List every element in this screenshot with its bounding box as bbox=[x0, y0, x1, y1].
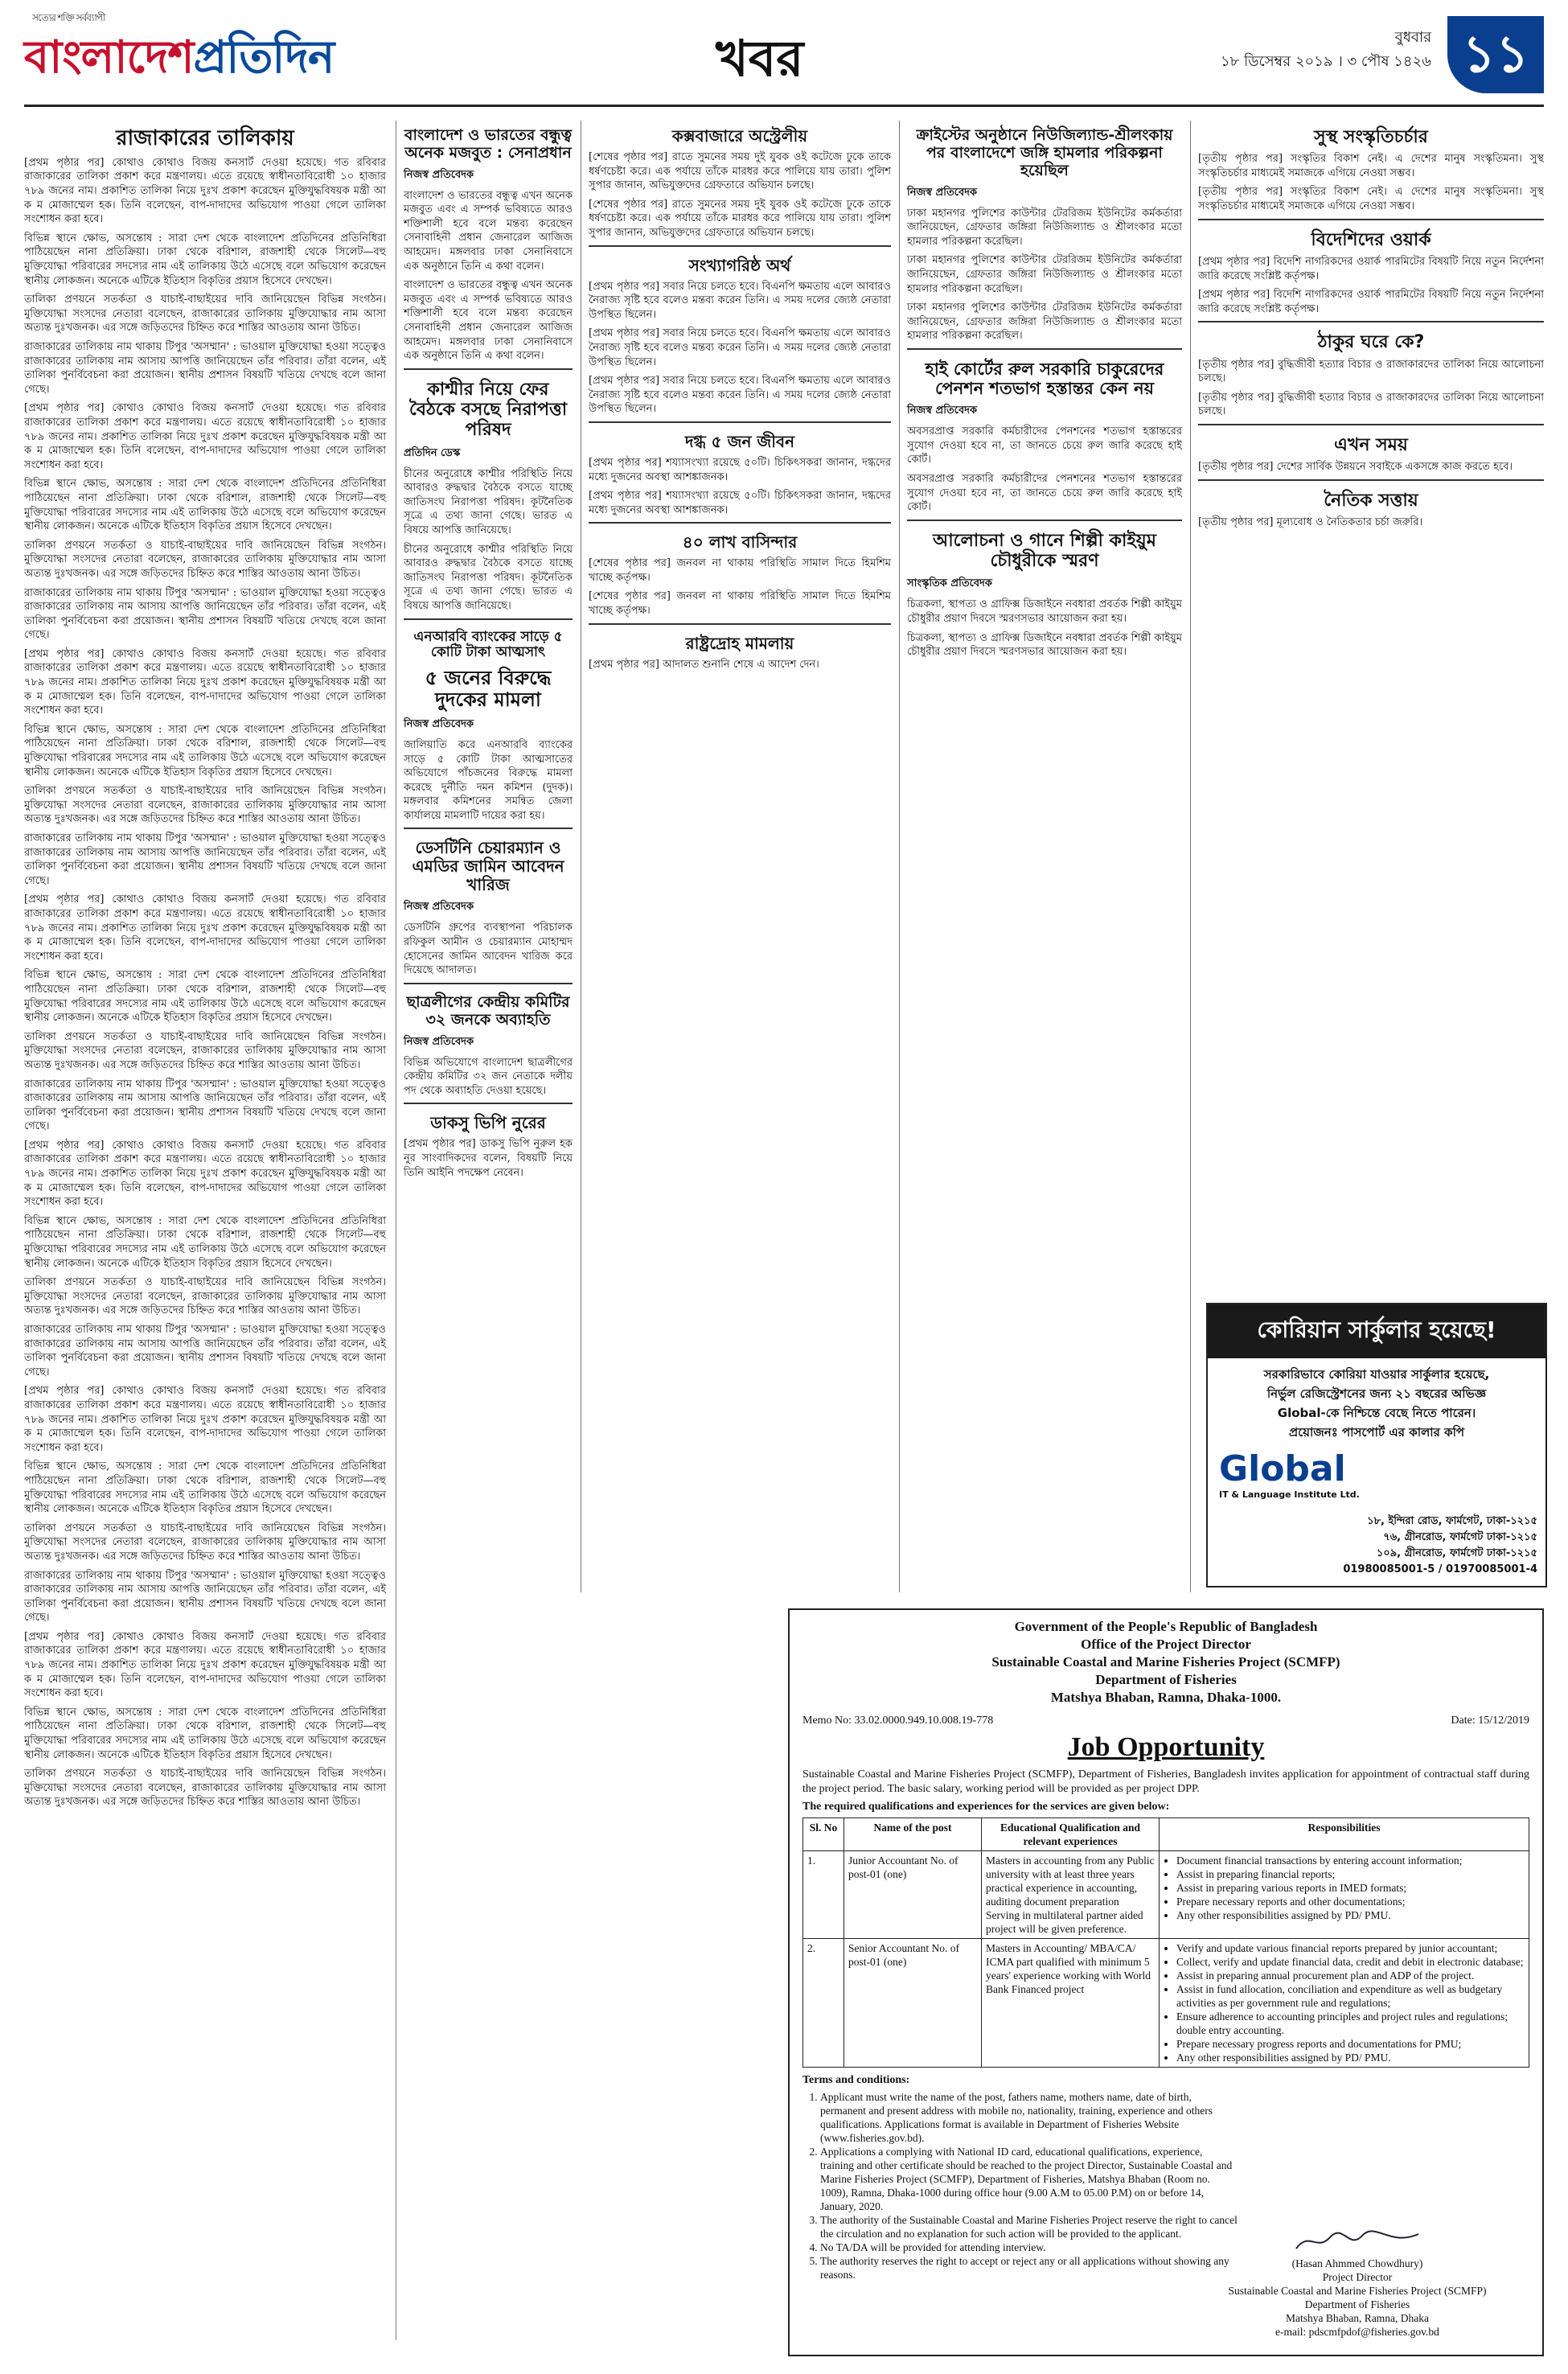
article-text: [তৃতীয় পৃষ্ঠার পর] মূল্যবোধ ও নৈতিকতার চর্চা জরুরি। bbox=[1198, 516, 1423, 529]
cell-qualification: Masters in accounting from any Public university with at least three years practical experience in accounting, auditing document preparation Serving in multilateral partner aided project will be given preference. bbox=[982, 1851, 1160, 1939]
terms-title: Terms and conditions: bbox=[802, 2074, 910, 2086]
responsibility-item: • Assist in preparing annual procurement plan and ADP of the project. bbox=[1176, 1969, 1525, 1982]
article-text: [প্রথম পৃষ্ঠার পর] শয্যাসংখ্যা রয়েছে ৫০টি। চিকিৎসকরা জানান, দগ্ধদের মধ্যে দুজনের অবস্থা আশঙ্কাজনক। bbox=[589, 456, 891, 483]
article-text: [প্রথম পৃষ্ঠার পর] সবার নিয়ে চলতে হবে। বিএনপি ক্ষমতায় এলে আবারও নৈরাজ্য সৃষ্টি হবে বলেও মন্তব্য করেন তিনি। এ সময় দলের জ্যেষ্ঠ নেতারা উপস্থিত ছিলেন। bbox=[589, 280, 891, 321]
headline: দগ্ধ ৫ জন জীবন bbox=[684, 431, 795, 451]
table-header: Educational Qualification and relevant experiences bbox=[982, 1818, 1160, 1851]
byline: নিজস্ব প্রতিবেদক bbox=[404, 1035, 474, 1048]
notice-gov: Government of the People's Republic of Bangladesh bbox=[1014, 1619, 1318, 1634]
responsibility-item: • Ensure adherence to accounting principles and project rules and regulations; double entry accounting. bbox=[1176, 2010, 1525, 2037]
signatory-project: Sustainable Coastal and Marine Fisheries Project (SCMFP) bbox=[1228, 2285, 1487, 2297]
notice-dept: Department of Fisheries bbox=[1095, 1672, 1237, 1687]
article-text: বিভিন্ন স্থানে ক্ষোভ, অসন্তোষ : সারা দেশ থেকে বাংলাদেশ প্রতিদিনের প্রতিনিধিরা পাঠিয়েছেন নানা প্রতিক্রিয়া। ঢাকা থেকে বরিশাল, রাজশাহী থেকে সিলেট—বহু মুক্তিযোদ্ধা পরিবারের সদস্যের নাম এই তালিকায় উঠে এসেছে বলে অভিযোগ করেছেন স্থানীয় লোকজন। অনেকে এটিকে ইতিহাস বিকৃতির প্রয়াস হিসেবে দেখছেন। bbox=[24, 723, 386, 778]
signatory-name: (Hasan Ahmmed Chowdhury) bbox=[1291, 2257, 1423, 2269]
byline: নিজস্ব প্রতিবেদক bbox=[404, 901, 474, 914]
ad-brand-sub: IT & Language Institute Ltd. bbox=[1219, 1489, 1360, 1500]
responsibility-item: • Prepare necessary reports and other documentations; bbox=[1176, 1895, 1525, 1908]
article-text: ঢাকা মহানগর পুলিশের কাউন্টার টেররিজম ইউনিটের কর্মকর্তারা জানিয়েছেন, গ্রেফতার জঙ্গিরা নিউজিল্যান্ড ও শ্রীলংকার মতো হামলার পরিকল্পনা করেছিল। bbox=[907, 207, 1182, 248]
notice-office: Office of the Project Director bbox=[1081, 1637, 1251, 1652]
signature-scribble bbox=[1205, 2228, 1510, 2257]
signature-icon bbox=[1293, 2228, 1422, 2255]
article-text: তালিকা প্রণয়নে সতর্কতা ও যাচাই-বাছাইয়ের দাবি জানিয়েছেন বিভিন্ন সংগঠন। মুক্তিযোদ্ধা সংসদের নেতারা বলেছেন, রাজাকারের তালিকায় মুক্তিযোদ্ধার নাম আসা অত্যন্ত দুঃখজনক। এর সঙ্গে জড়িতদের চিহ্নিত করে শাস্তির আওতায় আনা উচিত। bbox=[24, 539, 386, 580]
notice-address: Matshya Bhaban, Ramna, Dhaka-1000. bbox=[1050, 1690, 1282, 1705]
cell-responsibilities bbox=[1160, 1851, 1529, 1939]
job-intro: Sustainable Coastal and Marine Fisheries Project (SCMFP), Department of Fisheries, Bangladesh invites application for appointment of contractual staff during the project period. The basic salary, working period will be provided as per project DPP. bbox=[802, 1768, 1529, 1795]
article-text: [তৃতীয় পৃষ্ঠার পর] বুদ্ধিজীবী হত্যার বিচার ও রাজাকারদের তালিকা নিয়ে আলোচনা চলছে। bbox=[1198, 358, 1544, 385]
column-3 bbox=[589, 121, 891, 676]
logo-tagline: সত্যের শক্তি সর্বব্যাপী bbox=[32, 12, 105, 23]
headline: এখন সময় bbox=[1334, 435, 1408, 456]
signatory-address: Matshya Bhaban, Ramna, Dhaka bbox=[1285, 2312, 1430, 2324]
terms-list bbox=[802, 2090, 1238, 2282]
responsibility-item: • Any other responsibilities assigned by PD/ PMU. bbox=[1176, 2051, 1525, 2064]
table-header: Sl. No bbox=[803, 1818, 844, 1851]
headline: ডাকসু ভিপি নুরের bbox=[430, 1113, 546, 1133]
article-text: [প্রথম পৃষ্ঠার পর] বিদেশি নাগরিকদের ওয়ার্ক পারমিটের বিষয়টি নিয়ে নতুন নির্দেশনা জারি করেছে সংশ্লিষ্ট কর্তৃপক্ষ। bbox=[1198, 255, 1544, 282]
article-text: রাজাকারের তালিকায় নাম থাকায় টিপুর 'অসম্মান' : ভাওয়াল মুক্তিযোদ্ধা হওয়া সত্ত্বেও রাজাকারের তালিকায় নাম আসায় আপত্তি জানিয়েছেন তাঁর পরিবার। তাঁরা বলেন, এই তালিকা পুনর্বিবেচনা করা প্রয়োজন। স্থানীয় প্রশাসন বিষয়টি খতিয়ে দেখছে বলে জানা গেছে। bbox=[24, 832, 386, 887]
responsibility-item: • Collect, verify and update financial data, credit and debit in electronic database; bbox=[1176, 1955, 1525, 1969]
signatory-email: e-mail: pdscmfpdof@fisheries.gov.bd bbox=[1275, 2326, 1439, 2338]
masthead bbox=[24, 12, 1544, 107]
page-number: ১১ bbox=[1447, 16, 1544, 93]
table-row bbox=[803, 1939, 1529, 2068]
responsibility-item: • Assist in preparing various reports in IMED formats; bbox=[1176, 1881, 1525, 1895]
byline: নিজস্ব প্রতিবেদক bbox=[404, 168, 474, 181]
ad-address-line: ১৮, ইন্দিরা রোড, ফার্মগেট, ঢাকা-১২১৫ bbox=[1367, 1515, 1537, 1527]
headline: নৈতিক সত্তায় bbox=[1324, 490, 1418, 511]
ad-line: Global-কে নিশ্চিন্তে বেছে নিতে পারেন। bbox=[1277, 1406, 1476, 1420]
article-text: [তৃতীয় পৃষ্ঠার পর] সংস্কৃতির বিকাশ নেই। এ দেশের মানুষ সংস্কৃতিমনা। সুস্থ সংস্কৃতিচর্চার মাধ্যমেই সমাজকে এগিয়ে নেওয়া সম্ভব। bbox=[1198, 153, 1544, 179]
article-text: [প্রথম পৃষ্ঠার পর] ডাকসু ভিপি নুরুল হক নুর সাংবাদিকদের বলেন, বিষয়টি নিয়ে তিনি আইনি পদক্ষেপ নেবেন। bbox=[404, 1138, 573, 1179]
headline: সুস্থ সংস্কৃতিচর্চার bbox=[1314, 127, 1428, 147]
responsibility-item: • Verify and update various financial reports prepared by junior accountant; bbox=[1176, 1941, 1525, 1955]
article-text: [তৃতীয় পৃষ্ঠার পর] বুদ্ধিজীবী হত্যার বিচার ও রাজাকারদের তালিকা নিয়ে আলোচনা চলছে। bbox=[1198, 391, 1544, 418]
ad-brand-logo: Global bbox=[1219, 1448, 1346, 1489]
byline: প্রতিদিন ডেস্ক bbox=[404, 446, 461, 459]
article-text: রাজাকারের তালিকায় নাম থাকায় টিপুর 'অসম্মান' : ভাওয়াল মুক্তিযোদ্ধা হওয়া সত্ত্বেও রাজাকারের তালিকায় নাম আসায় আপত্তি জানিয়েছেন তাঁর পরিবার। তাঁরা বলেন, এই তালিকা পুনর্বিবেচনা করা প্রয়োজন। স্থানীয় প্রশাসন বিষয়টি খতিয়ে দেখছে বলে জানা গেছে। bbox=[24, 1078, 386, 1133]
column-divider bbox=[1190, 121, 1191, 1592]
column-5 bbox=[1198, 121, 1544, 535]
term-item: 5. The authority reserves the right to accept or reject any or all applications without showing any reasons. bbox=[820, 2254, 1238, 2282]
newspaper-logo bbox=[24, 12, 335, 98]
article-text: [প্রথম পৃষ্ঠার পর] কোথাও কোথাও বিজয় কনসার্ট দেওয়া হয়েছে। গত রবিবার রাজাকারের তালিকা প্রকাশ করে মন্ত্রণালয়। এতে রয়েছে স্বাধীনতাবিরোধী ১০ হাজার ৭৮৯ জনের নাম। প্রকাশিত তালিকা নিয়ে দুঃখ প্রকাশ করেছেন মুক্তিযুদ্ধবিষয়ক মন্ত্রী আ ক ম মোজাম্মেল হক। তিনি বলেছেন, বাপ-দাদাদের অভিযোগ পাওয়া গেলে তালিকা সংশোধন করা হবে। bbox=[24, 893, 386, 963]
headline: রাষ্ট্রদ্রোহ মামলায় bbox=[685, 633, 794, 653]
table-header: Responsibilities bbox=[1160, 1818, 1529, 1851]
article-text: [তৃতীয় পৃষ্ঠার পর] দেশের সার্বিক উন্নয়নে সবাইকে একসঙ্গে কাজ করতে হবে। bbox=[1198, 461, 1513, 474]
article-text: [তৃতীয় পৃষ্ঠার পর] সংস্কৃতির বিকাশ নেই। এ দেশের মানুষ সংস্কৃতিমনা। সুস্থ সংস্কৃতিচর্চার মাধ্যমেই সমাজকে এগিয়ে নেওয়া সম্ভব। bbox=[1198, 186, 1544, 213]
article-text: [প্রথম পৃষ্ঠার পর] কোথাও কোথাও বিজয় কনসার্ট দেওয়া হয়েছে। গত রবিবার রাজাকারের তালিকা প্রকাশ করে মন্ত্রণালয়। এতে রয়েছে স্বাধীনতাবিরোধী ১০ হাজার ৭৮৯ জনের নাম। প্রকাশিত তালিকা নিয়ে দুঃখ প্রকাশ করেছেন মুক্তিযুদ্ধবিষয়ক মন্ত্রী আ ক ম মোজাম্মেল হক। তিনি বলেছেন, বাপ-দাদাদের অভিযোগ পাওয়া গেলে তালিকা সংশোধন করা হবে। bbox=[24, 647, 386, 717]
signatory-title: Project Director bbox=[1322, 2271, 1393, 2283]
article-text: তালিকা প্রণয়নে সতর্কতা ও যাচাই-বাছাইয়ের দাবি জানিয়েছেন বিভিন্ন সংগঠন। মুক্তিযোদ্ধা সংসদের নেতারা বলেছেন, রাজাকারের তালিকায় মুক্তিযোদ্ধার নাম আসা অত্যন্ত দুঃখজনক। এর সঙ্গে জড়িতদের চিহ্নিত করে শাস্তির আওতায় আনা উচিত। bbox=[24, 1030, 386, 1071]
column-divider bbox=[899, 121, 900, 1592]
article-text: তালিকা প্রণয়নে সতর্কতা ও যাচাই-বাছাইয়ের দাবি জানিয়েছেন বিভিন্ন সংগঠন। মুক্তিযোদ্ধা সংসদের নেতারা বলেছেন, রাজাকারের তালিকায় মুক্তিযোদ্ধার নাম আসা অত্যন্ত দুঃখজনক। এর সঙ্গে জড়িতদের চিহ্নিত করে শাস্তির আওতায় আনা উচিত। bbox=[24, 785, 386, 826]
headline: আলোচনা ও গানে শিল্পী কাইয়ুম চৌধুরীকে স্মরণ bbox=[933, 530, 1156, 572]
ad-address-line: ১০৯, গ্রীনরোড, ফার্মগেট ঢাকা-১২১৫ bbox=[1376, 1547, 1537, 1559]
article-text: তালিকা প্রণয়নে সতর্কতা ও যাচাই-বাছাইয়ের দাবি জানিয়েছেন বিভিন্ন সংগঠন। মুক্তিযোদ্ধা সংসদের নেতারা বলেছেন, রাজাকারের তালিকায় মুক্তিযোদ্ধার নাম আসা অত্যন্ত দুঃখজনক। এর সঙ্গে জড়িতদের চিহ্নিত করে শাস্তির আওতায় আনা উচিত। bbox=[24, 294, 386, 335]
headline: কক্সবাজারে অস্ট্রেলীয় bbox=[671, 126, 808, 146]
article-text: বিভিন্ন স্থানে ক্ষোভ, অসন্তোষ : সারা দেশ থেকে বাংলাদেশ প্রতিদিনের প্রতিনিধিরা পাঠিয়েছেন নানা প্রতিক্রিয়া। ঢাকা থেকে বরিশাল, রাজশাহী থেকে সিলেট—বহু মুক্তিযোদ্ধা পরিবারের সদস্যের নাম এই তালিকায় উঠে এসেছে বলে অভিযোগ করেছেন স্থানীয় লোকজন। অনেকে এটিকে ইতিহাস বিকৃতির প্রয়াস হিসেবে দেখছেন। bbox=[24, 232, 386, 287]
article-text: [প্রথম পৃষ্ঠার পর] কোথাও কোথাও বিজয় কনসার্ট দেওয়া হয়েছে। গত রবিবার রাজাকারের তালিকা প্রকাশ করে মন্ত্রণালয়। এতে রয়েছে স্বাধীনতাবিরোধী ১০ হাজার ৭৮৯ জনের নাম। প্রকাশিত তালিকা নিয়ে দুঃখ প্রকাশ করেছেন মুক্তিযুদ্ধবিষয়ক মন্ত্রী আ ক ম মোজাম্মেল হক। তিনি বলেছেন, বাপ-দাদাদের অভিযোগ পাওয়া গেলে তালিকা সংশোধন করা হবে। bbox=[24, 1139, 386, 1209]
responsibility-item: • Document financial transactions by entering account information; bbox=[1176, 1854, 1525, 1867]
article-rajakar bbox=[24, 121, 386, 1814]
article-text: ঢাকা মহানগর পুলিশের কাউন্টার টেররিজম ইউনিটের কর্মকর্তারা জানিয়েছেন, গ্রেফতার জঙ্গিরা নিউজিল্যান্ড ও শ্রীলংকার মতো হামলার পরিকল্পনা করেছিল। bbox=[907, 254, 1182, 295]
term-item: 2. Applications a complying with National ID card, educational qualifications, experience, training and other certificate should be reached to the project Director, Sustainable Coastal and Marine Fisheries Project (SCMFP), Department of Fisheries, Matshya Bhaban (Room no. 1009), Ramna, Dhaka-1000 during office hour (9.00 A.M to 05.00 P.M) on or before 14, January, 2020. bbox=[820, 2145, 1238, 2213]
byline: নিজস্ব প্রতিবেদক bbox=[907, 405, 978, 417]
responsibility-item: • Prepare necessary progress reports and documentations for PMU; bbox=[1176, 2037, 1525, 2051]
byline: নিজস্ব প্রতিবেদক bbox=[404, 717, 474, 730]
memo-date: Date: 15/12/2019 bbox=[1451, 1715, 1529, 1727]
ad-line: নির্ভুল রেজিস্ট্রেশনের জন্য ২১ বছরের অভিজ্ঞ bbox=[1266, 1386, 1487, 1401]
article-text: [প্রথম পৃষ্ঠার পর] সবার নিয়ে চলতে হবে। বিএনপি ক্ষমতায় এলে আবারও নৈরাজ্য সৃষ্টি হবে বলেও মন্তব্য করেন তিনি। এ সময় দলের জ্যেষ্ঠ নেতারা উপস্থিত ছিলেন। bbox=[589, 375, 891, 416]
headline: ৪০ লাখ বাসিন্দার bbox=[682, 532, 798, 552]
job-table bbox=[802, 1817, 1529, 2068]
article-text: বাংলাদেশ ও ভারতের বন্ধুত্ব এখন অনেক মজবুত এবং এ সম্পর্ক ভবিষ্যতে আরও শক্তিশালী হবে বলে মন্তব্য করেছেন সেনাবাহিনী প্রধান জেনারেল আজিজ আহমেদ। মঙ্গলবার ঢাকা সেনানিবাসে এক অনুষ্ঠানে তিনি এ কথা বলেন। bbox=[404, 279, 573, 363]
ad-line: সরকারিভাবে কোরিয়া যাওয়ার সার্কুলার হয়েছে, bbox=[1263, 1367, 1490, 1382]
logo-part-1: বাংলাদেশ bbox=[24, 31, 194, 84]
advertisement-korea bbox=[1206, 1303, 1547, 1587]
cell-post: Junior Accountant No. of post-01 (one) bbox=[844, 1851, 982, 1939]
signature-block bbox=[1205, 2228, 1510, 2339]
article-text: বিভিন্ন স্থানে ক্ষোভ, অসন্তোষ : সারা দেশ থেকে বাংলাদেশ প্রতিদিনের প্রতিনিধিরা পাঠিয়েছেন নানা প্রতিক্রিয়া। ঢাকা থেকে বরিশাল, রাজশাহী থেকে সিলেট—বহু মুক্তিযোদ্ধা পরিবারের সদস্যের নাম এই তালিকায় উঠে এসেছে বলে অভিযোগ করেছেন স্থানীয় লোকজন। অনেকে এটিকে ইতিহাস বিকৃতির প্রয়াস হিসেবে দেখছেন। bbox=[24, 1706, 386, 1761]
article-text: [প্রথম পৃষ্ঠার পর] সবার নিয়ে চলতে হবে। বিএনপি ক্ষমতায় এলে আবারও নৈরাজ্য সৃষ্টি হবে বলেও মন্তব্য করেন তিনি। এ সময় দলের জ্যেষ্ঠ নেতারা উপস্থিত ছিলেন। bbox=[589, 327, 891, 368]
section-title: খবর bbox=[716, 29, 804, 88]
term-item: 3. The authority of the Sustainable Coastal and Marine Fisheries Project reserve the right to cancel the circulation and no explanation for such action will be provided to the applicant. bbox=[820, 2213, 1238, 2241]
article-text: অবসরপ্রাপ্ত সরকারি কর্মচারীদের পেনশনের শতভাগ হস্তান্তরের সুযোগ দেওয়া হবে না, তা জানতে চেয়ে রুল জারি করেছে হাই কোর্ট। bbox=[907, 472, 1182, 514]
article-text: বিভিন্ন স্থানে ক্ষোভ, অসন্তোষ : সারা দেশ থেকে বাংলাদেশ প্রতিদিনের প্রতিনিধিরা পাঠিয়েছেন নানা প্রতিক্রিয়া। ঢাকা থেকে বরিশাল, রাজশাহী থেকে সিলেট—বহু মুক্তিযোদ্ধা পরিবারের সদস্যের নাম এই তালিকায় উঠে এসেছে বলে অভিযোগ করেছেন স্থানীয় লোকজন। অনেকে এটিকে ইতিহাস বিকৃতির প্রয়াস হিসেবে দেখছেন। bbox=[24, 1460, 386, 1516]
headline: ছাত্রলীগের কেন্দ্রীয় কমিটির ৩২ জনকে অব্যাহতি bbox=[406, 992, 570, 1029]
headline-kicker: এনআরবি ব্যাংকের সাড়ে ৫ কোটি টাকা আত্মসাৎ bbox=[413, 628, 563, 661]
headline: ৫ জনের বিরুদ্ধে দুদকের মামলা bbox=[425, 666, 552, 712]
article-text: ডেসটিনি গ্রুপের ব্যবস্থাপনা পরিচালক রফিকুল আমীন ও চেয়ারম্যান মোহাম্মদ হোসেনের জামিন আবেদন খারিজ করে দিয়েছে আদালত। bbox=[404, 922, 573, 977]
article-text: চিত্রকলা, স্থাপত্য ও গ্রাফিক্স ডিজাইনে নবধারা প্রবর্তক শিল্পী কাইয়ুম চৌধুরীর প্রয়াণ দিবসে স্মরণসভার আয়োজন করা হয়। bbox=[907, 631, 1182, 659]
ad-body bbox=[1208, 1358, 1545, 1448]
article-text: [শেষের পৃষ্ঠার পর] জনবল না থাকায় পরিস্থিতি সামাল দিতে হিমশিম খাচ্ছে কর্তৃপক্ষ। bbox=[589, 557, 891, 584]
job-opportunity-notice bbox=[788, 1608, 1544, 2356]
day-label: বুধবার bbox=[1394, 29, 1431, 46]
logo-part-2: প্রতিদিন bbox=[193, 31, 335, 84]
article-text: রাজাকারের তালিকায় নাম থাকায় টিপুর 'অসম্মান' : ভাওয়াল মুক্তিযোদ্ধা হওয়া সত্ত্বেও রাজাকারের তালিকায় নাম আসায় আপত্তি জানিয়েছেন তাঁর পরিবার। তাঁরা বলেন, এই তালিকা পুনর্বিবেচনা করা প্রয়োজন। স্থানীয় প্রশাসন বিষয়টি খতিয়ে দেখছে বলে জানা গেছে। bbox=[24, 341, 386, 396]
article-text: [প্রথম পৃষ্ঠার পর] কোথাও কোথাও বিজয় কনসার্ট দেওয়া হয়েছে। গত রবিবার রাজাকারের তালিকা প্রকাশ করে মন্ত্রণালয়। এতে রয়েছে স্বাধীনতাবিরোধী ১০ হাজার ৭৮৯ জনের নাম। প্রকাশিত তালিকা নিয়ে দুঃখ প্রকাশ করেছেন মুক্তিযুদ্ধবিষয়ক মন্ত্রী আ ক ম মোজাম্মেল হক। তিনি বলেছেন, বাপ-দাদাদের অভিযোগ পাওয়া গেলে তালিকা সংশোধন করা হবে। bbox=[24, 1385, 386, 1454]
cell-post: Senior Accountant No. of post-01 (one) bbox=[844, 1939, 982, 2068]
column-4 bbox=[907, 121, 1182, 664]
article-text: তালিকা প্রণয়নে সতর্কতা ও যাচাই-বাছাইয়ের দাবি জানিয়েছেন বিভিন্ন সংগঠন। মুক্তিযোদ্ধা সংসদের নেতারা বলেছেন, রাজাকারের তালিকায় মুক্তিযোদ্ধার নাম আসা অত্যন্ত দুঃখজনক। এর সঙ্গে জড়িতদের চিহ্নিত করে শাস্তির আওতায় আনা উচিত। bbox=[24, 1276, 386, 1317]
responsibility-item: • Assist in preparing financial reports; bbox=[1176, 1867, 1525, 1881]
ad-address-line: ৭৬, গ্রীনরোড, ফার্মগেট ঢাকা-১২১৫ bbox=[1383, 1531, 1537, 1543]
article-text: অবসরপ্রাপ্ত সরকারি কর্মচারীদের পেনশনের শতভাগ হস্তান্তরের সুযোগ দেওয়া হবে না, তা জানতে চেয়ে রুল জারি করেছে হাই কোর্ট। bbox=[907, 425, 1182, 466]
term-item: 1. Applicant must write the name of the post, fathers name, mothers name, date of birth, permanent and present address with mobile no, nationality, training, experience and others qualifications. Applications format is available in Department of Fisheries Website (www.fisheries.gov.bd). bbox=[820, 2090, 1238, 2145]
article-text: [শেষের পৃষ্ঠার পর] রাতে সুমনের সময় দুই যুবক ওই কটেজে ঢুকে তাকে ধর্ষণচেষ্টা করে। এক পর্যায়ে তাঁকে মারধর করে পালিয়ে যায় তারা। পুলিশ সুপার জানান, অভিযুক্তদের গ্রেফতারে অভিযান চলছে। bbox=[589, 151, 891, 192]
headline: বাংলাদেশ ও ভারতের বন্ধুত্ব অনেক মজবুত : সেনাপ্রধান bbox=[404, 126, 573, 162]
headline: হাই কোর্টের রুল সরকারি চাকুরেদের পেনশন শতভাগ হস্তান্তর কেন নয় bbox=[925, 359, 1164, 399]
cell-sl: 1. bbox=[803, 1851, 844, 1939]
article-text: [প্রথম পৃষ্ঠার পর] কোথাও কোথাও বিজয় কনসার্ট দেওয়া হয়েছে। গত রবিবার রাজাকারের তালিকা প্রকাশ করে মন্ত্রণালয়। এতে রয়েছে স্বাধীনতাবিরোধী ১০ হাজার ৭৮৯ জনের নাম। প্রকাশিত তালিকা নিয়ে দুঃখ প্রকাশ করেছেন মুক্তিযুদ্ধবিষয়ক মন্ত্রী আ ক ম মোজাম্মেল হক। তিনি বলেছেন, বাপ-দাদাদের অভিযোগ পাওয়া গেলে তালিকা সংশোধন করা হবে। bbox=[24, 1630, 386, 1700]
column-2 bbox=[404, 121, 573, 1185]
headline: কাশ্মীর নিয়ে ফের বৈঠকে বসছে নিরাপত্তা পরিষদ bbox=[408, 379, 568, 441]
article-text: চীনের অনুরোধে কাশ্মীর পরিস্থিতি নিয়ে আবারও রুদ্ধদ্বার বৈঠকে বসতে যাচ্ছে জাতিসংঘ নিরাপত্তা পরিষদ। কূটনৈতিক সূত্রে এ তথ্য জানা গেছে। ভারত এ বিষয়ে আপত্তি জানিয়েছে। bbox=[404, 467, 573, 537]
headline: ক্রাইস্টের অনুষ্ঠানে নিউজিল্যান্ড-শ্রীলংকায় পর বাংলাদেশে জঙ্গি হামলার পরিকল্পনা হয়েছিল bbox=[916, 126, 1173, 179]
article-text: বিভিন্ন স্থানে ক্ষোভ, অসন্তোষ : সারা দেশ থেকে বাংলাদেশ প্রতিদিনের প্রতিনিধিরা পাঠিয়েছেন নানা প্রতিক্রিয়া। ঢাকা থেকে বরিশাল, রাজশাহী থেকে সিলেট—বহু মুক্তিযোদ্ধা পরিবারের সদস্যের নাম এই তালিকায় উঠে এসেছে বলে অভিযোগ করেছেন স্থানীয় লোকজন। অনেকে এটিকে ইতিহাস বিকৃতির প্রয়াস হিসেবে দেখছেন। bbox=[24, 1214, 386, 1270]
article-text: রাজাকারের তালিকায় নাম থাকায় টিপুর 'অসম্মান' : ভাওয়াল মুক্তিযোদ্ধা হওয়া সত্ত্বেও রাজাকারের তালিকায় নাম আসায় আপত্তি জানিয়েছেন তাঁর পরিবার। তাঁরা বলেন, এই তালিকা পুনর্বিবেচনা করা প্রয়োজন। স্থানীয় প্রশাসন বিষয়টি খতিয়ে দেখছে বলে জানা গেছে। bbox=[24, 586, 386, 642]
headline: ডেসটিনি চেয়ারম্যান ও এমডির জামিন আবেদন খারিজ bbox=[412, 838, 564, 895]
article-text: বিভিন্ন স্থানে ক্ষোভ, অসন্তোষ : সারা দেশ থেকে বাংলাদেশ প্রতিদিনের প্রতিনিধিরা পাঠিয়েছেন নানা প্রতিক্রিয়া। ঢাকা থেকে বরিশাল, রাজশাহী থেকে সিলেট—বহু মুক্তিযোদ্ধা পরিবারের সদস্যের নাম এই তালিকায় উঠে এসেছে বলে অভিযোগ করেছেন স্থানীয় লোকজন। অনেকে এটিকে ইতিহাস বিকৃতির প্রয়াস হিসেবে দেখছেন। bbox=[24, 478, 386, 533]
article-text: চিত্রকলা, স্থাপত্য ও গ্রাফিক্স ডিজাইনে নবধারা প্রবর্তক শিল্পী কাইয়ুম চৌধুরীর প্রয়াণ দিবসে স্মরণসভার আয়োজন করা হয়। bbox=[907, 598, 1182, 625]
term-item: 4. No TA/DA will be provided for attending interview. bbox=[820, 2241, 1238, 2254]
job-title: Job Opportunity bbox=[1067, 1732, 1265, 1762]
article-text: [শেষের পৃষ্ঠার পর] রাতে সুমনের সময় দুই যুবক ওই কটেজে ঢুকে তাকে ধর্ষণচেষ্টা করে। এক পর্যায়ে তাঁকে মারধর করে পালিয়ে যায় তারা। পুলিশ সুপার জানান, অভিযুক্তদের গ্রেফতারে অভিযান চলছে। bbox=[589, 198, 891, 239]
article-text: বিভিন্ন স্থানে ক্ষোভ, অসন্তোষ : সারা দেশ থেকে বাংলাদেশ প্রতিদিনের প্রতিনিধিরা পাঠিয়েছেন নানা প্রতিক্রিয়া। ঢাকা থেকে বরিশাল, রাজশাহী থেকে সিলেট—বহু মুক্তিযোদ্ধা পরিবারের সদস্যের নাম এই তালিকায় উঠে এসেছে বলে অভিযোগ করেছেন স্থানীয় লোকজন। অনেকে এটিকে ইতিহাস বিকৃতির প্রয়াস হিসেবে দেখছেন। bbox=[24, 969, 386, 1025]
ad-headline: কোরিয়ান সার্কুলার হয়েছে! bbox=[1208, 1304, 1545, 1358]
article-text: তালিকা প্রণয়নে সতর্কতা ও যাচাই-বাছাইয়ের দাবি জানিয়েছেন বিভিন্ন সংগঠন। মুক্তিযোদ্ধা সংসদের নেতারা বলেছেন, রাজাকারের তালিকায় মুক্তিযোদ্ধার নাম আসা অত্যন্ত দুঃখজনক। এর সঙ্গে জড়িতদের চিহ্নিত করে শাস্তির আওতায় আনা উচিত। bbox=[24, 1522, 386, 1563]
article-text: রাজাকারের তালিকায় নাম থাকায় টিপুর 'অসম্মান' : ভাওয়াল মুক্তিযোদ্ধা হওয়া সত্ত্বেও রাজাকারের তালিকায় নাম আসায় আপত্তি জানিয়েছেন তাঁর পরিবার। তাঁরা বলেন, এই তালিকা পুনর্বিবেচনা করা প্রয়োজন। স্থানীয় প্রশাসন বিষয়টি খতিয়ে দেখছে বলে জানা গেছে। bbox=[24, 1569, 386, 1624]
notice-project: Sustainable Coastal and Marine Fisheries Project (SCMFP) bbox=[991, 1654, 1340, 1670]
byline: নিজস্ব প্রতিবেদক bbox=[907, 186, 978, 199]
article-text: [প্রথম পৃষ্ঠার পর] কোথাও কোথাও বিজয় কনসার্ট দেওয়া হয়েছে। গত রবিবার রাজাকারের তালিকা প্রকাশ করে মন্ত্রণালয়। এতে রয়েছে স্বাধীনতাবিরোধী ১০ হাজার ৭৮৯ জনের নাম। প্রকাশিত তালিকা নিয়ে দুঃখ প্রকাশ করেছেন মুক্তিযুদ্ধবিষয়ক মন্ত্রী আ ক ম মোজাম্মেল হক। তিনি বলেছেন, বাপ-দাদাদের অভিযোগ পাওয়া গেলে তালিকা সংশোধন করা হবে। bbox=[24, 156, 386, 226]
article-text: ঢাকা মহানগর পুলিশের কাউন্টার টেররিজম ইউনিটের কর্মকর্তারা জানিয়েছেন, গ্রেফতার জঙ্গিরা নিউজিল্যান্ড ও শ্রীলংকার মতো হামলার পরিকল্পনা করেছিল। bbox=[907, 302, 1182, 343]
cell-sl: 2. bbox=[803, 1939, 844, 2068]
article-text: [শেষের পৃষ্ঠার পর] জনবল না থাকায় পরিস্থিতি সামাল দিতে হিমশিম খাচ্ছে কর্তৃপক্ষ। bbox=[589, 590, 891, 618]
article-text: [প্রথম পৃষ্ঠার পর] কোথাও কোথাও বিজয় কনসার্ট দেওয়া হয়েছে। গত রবিবার রাজাকারের তালিকা প্রকাশ করে মন্ত্রণালয়। এতে রয়েছে স্বাধীনতাবিরোধী ১০ হাজার ৭৮৯ জনের নাম। প্রকাশিত তালিকা নিয়ে দুঃখ প্রকাশ করেছেন মুক্তিযুদ্ধবিষয়ক মন্ত্রী আ ক ম মোজাম্মেল হক। তিনি বলেছেন, বাপ-দাদাদের অভিযোগ পাওয়া গেলে তালিকা সংশোধন করা হবে। bbox=[24, 402, 386, 471]
responsibility-item: • Assist in fund allocation, conciliation and expenditure as well as budgetary activities as per government rule and regulations; bbox=[1176, 1982, 1525, 2010]
signatory-dept: Department of Fisheries bbox=[1304, 2298, 1410, 2310]
table-header: Name of the post bbox=[844, 1818, 982, 1851]
cell-qualification: Masters in Accounting/ MBA/CA/ ICMA part qualified with minimum 5 years' experience working with World Bank Financed project bbox=[982, 1939, 1160, 2068]
article-text: চীনের অনুরোধে কাশ্মীর পরিস্থিতি নিয়ে আবারও রুদ্ধদ্বার বৈঠকে বসতে যাচ্ছে জাতিসংঘ নিরাপত্তা পরিষদ। কূটনৈতিক সূত্রে এ তথ্য জানা গেছে। ভারত এ বিষয়ে আপত্তি জানিয়েছে। bbox=[404, 543, 573, 613]
headline: ঠাকুর ঘরে কে? bbox=[1317, 332, 1425, 353]
article-text: জালিয়াতি করে এনআরবি ব্যাংকের সাড়ে ৫ কোটি টাকা আত্মসাতের অভিযোগে পাঁচজনের বিরুদ্ধে মামলা করেছে দুর্নীতি দমন কমিশন (দুদক)। মঙ্গলবার কমিশনের সমন্বিত জেলা কার্যালয়ে মামলাটি দায়ের করা হয়। bbox=[404, 738, 573, 822]
ad-line: প্রয়োজনঃ পাসপোর্ট এর কালার কপি bbox=[1288, 1425, 1465, 1440]
article-text: বাংলাদেশ ও ভারতের বন্ধুত্ব এখন অনেক মজবুত এবং এ সম্পর্ক ভবিষ্যতে আরও শক্তিশালী হবে বলে মন্তব্য করেছেন সেনাবাহিনী প্রধান জেনারেল আজিজ আহমেদ। মঙ্গলবার ঢাকা সেনানিবাসে এক অনুষ্ঠানে তিনি এ কথা বলেন। bbox=[404, 189, 573, 273]
table-row bbox=[803, 1851, 1529, 1939]
article-text: [প্রথম পৃষ্ঠার পর] শয্যাসংখ্যা রয়েছে ৫০টি। চিকিৎসকরা জানান, দগ্ধদের মধ্যে দুজনের অবস্থা আশঙ্কাজনক। bbox=[589, 490, 891, 516]
article-text: বিভিন্ন অভিযোগে বাংলাদেশ ছাত্রলীগের কেন্দ্রীয় কমিটির ৩২ জন নেতাকে দলীয় পদ থেকে অব্যাহতি দেওয়া হয়েছে। bbox=[404, 1056, 573, 1097]
dateline bbox=[1221, 26, 1431, 74]
byline: সাংস্কৃতিক প্রতিবেদক bbox=[907, 577, 992, 590]
ad-phone: 01980085001-5 / 01970085001-4 bbox=[1343, 1563, 1537, 1575]
cell-responsibilities bbox=[1160, 1939, 1529, 2068]
article-text: [প্রথম পৃষ্ঠার পর] আদালত শুনানি শেষে এ আদেশ দেন। bbox=[589, 658, 819, 671]
headline: রাজাকারের তালিকায় bbox=[116, 126, 294, 150]
table-caption: The required qualifications and experiences for the services are given below: bbox=[802, 1801, 1170, 1813]
article-text: রাজাকারের তালিকায় নাম থাকায় টিপুর 'অসম্মান' : ভাওয়াল মুক্তিযোদ্ধা হওয়া সত্ত্বেও রাজাকারের তালিকায় নাম আসায় আপত্তি জানিয়েছেন তাঁর পরিবার। তাঁরা বলেন, এই তালিকা পুনর্বিবেচনা করা প্রয়োজন। স্থানীয় প্রশাসন বিষয়টি খতিয়ে দেখছে বলে জানা গেছে। bbox=[24, 1324, 386, 1378]
headline: বিদেশিদের ওয়ার্ক bbox=[1311, 229, 1431, 250]
memo-number: Memo No: 33.02.0000.949.10.008.19-778 bbox=[802, 1715, 994, 1727]
headline: সংখ্যাগরিষ্ঠ অর্থ bbox=[688, 255, 791, 275]
article-text: তালিকা প্রণয়নে সতর্কতা ও যাচাই-বাছাইয়ের দাবি জানিয়েছেন বিভিন্ন সংগঠন। মুক্তিযোদ্ধা সংসদের নেতারা বলেছেন, রাজাকারের তালিকায় মুক্তিযোদ্ধার নাম আসা অত্যন্ত দুঃখজনক। এর সঙ্গে জড়িতদের চিহ্নিত করে শাস্তির আওতায় আনা উচিত। bbox=[24, 1768, 386, 1809]
article-text: [প্রথম পৃষ্ঠার পর] বিদেশি নাগরিকদের ওয়ার্ক পারমিটের বিষয়টি নিয়ে নতুন নির্দেশনা জারি করেছে সংশ্লিষ্ট কর্তৃপক্ষ। bbox=[1198, 289, 1544, 315]
date-label: ১৮ ডিসেম্বর ২০১৯ । ৩ পৌষ ১৪২৬ bbox=[1221, 53, 1431, 70]
responsibility-item: • Any other responsibilities assigned by PD/ PMU. bbox=[1176, 1908, 1525, 1922]
ad-address bbox=[1343, 1514, 1537, 1578]
